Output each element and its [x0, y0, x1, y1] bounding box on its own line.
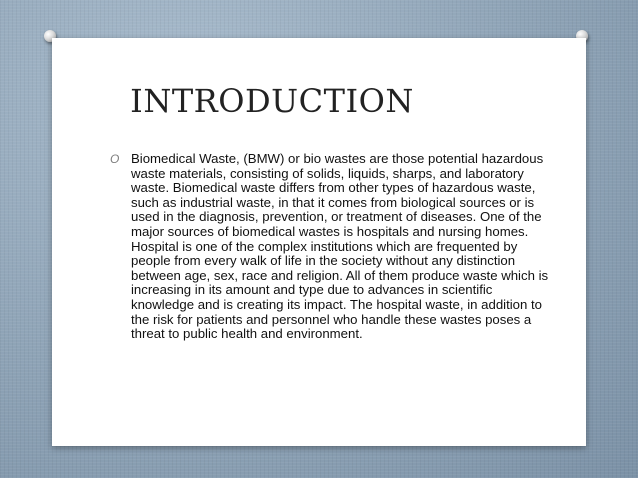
- bullet-body-text: Biomedical Waste, (BMW) or bio wastes are those potential hazardous waste materials, consisting of solids, liquids, sharps, and laboratory waste. Biomedical waste differs from other types of hazardous waste, such as industrial waste, in that it comes from biological sources or is used in the diagnosis, prevention, or treatment of diseases. One of the major sources of biomedical wastes is hospitals and nursing homes. Hospital is one of the complex institutions which are frequented by people from every walk of life in the society without any distinction between age, sex, race and religion. All of them produce waste which is increasing in its amount and type due to advances in scientific knowledge and is creating its impact. The hospital waste, in addition to the risk for patients and personnel who handle these wastes poses a threat to public health and environment.: [131, 151, 549, 342]
- slide-title: INTRODUCTION: [130, 82, 414, 120]
- bullet-marker-icon: O: [110, 152, 120, 166]
- slide-card: [52, 38, 586, 446]
